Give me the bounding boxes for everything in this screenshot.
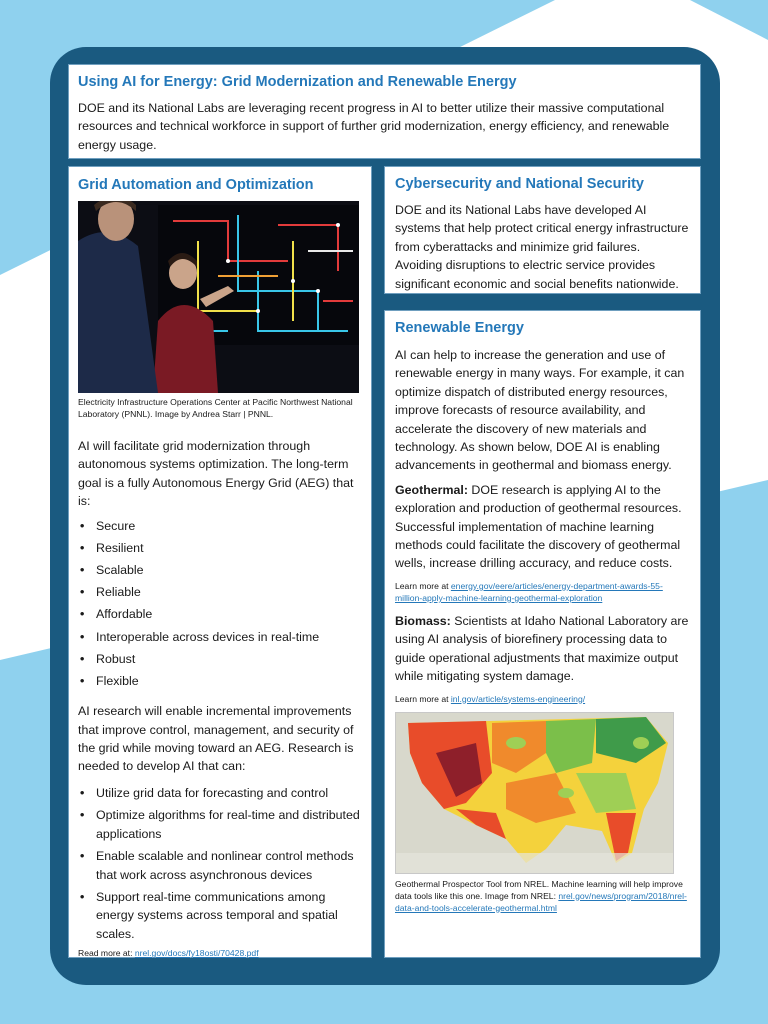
cybersecurity-panel <box>384 166 701 294</box>
biomass-learn-more: Learn more at inl.gov/article/systems-engineering/ <box>395 693 586 704</box>
geothermal-text: Geothermal: DOE research is applying AI to the exploration and production of geothermal resources. Successful implementation of machine learning methods could facilitate the discovery of geothermal wells, increase drilling accuracy, and reduce costs. <box>395 482 682 571</box>
read-more-label: Read more at: <box>78 948 135 959</box>
renewable-section-title: Renewable Energy <box>395 320 524 336</box>
renewable-energy-panel <box>384 310 701 958</box>
research-needs-list <box>78 784 362 943</box>
map-source-link[interactable]: nrel.gov/news/program/2018/nrel-data-and-tools-accelerate-geothermal.html <box>395 890 687 913</box>
list-item: • Support real-time communications among energy systems across temporal and spatial scales. <box>78 888 362 943</box>
biomass-link[interactable]: inl.gov/article/systems-engineering/ <box>450 693 586 704</box>
cyber-text: DOE and its National Labs have developed AI systems that help protect critical energy infrastructure from cyberattacks and minimize grid failures. Avoiding disruptions to electric service provides significant economic and social benefits nationwide. <box>395 203 689 291</box>
grid-section-title: Grid Automation and Optimization <box>78 177 314 193</box>
map-caption: Geothermal Prospector Tool from NREL. Machine learning will help improve data tools like this one. Image from NREL: nrel.gov/news/program/2018/nrel-data-and-tools-accelerate-geothermal.html <box>395 878 687 913</box>
intro-panel <box>68 64 701 159</box>
geothermal-label: Geothermal: <box>395 482 468 497</box>
list-item: • Interoperable across devices in real-time <box>78 626 362 648</box>
list-item: • Optimize algorithms for real-time and distributed applications <box>78 806 362 843</box>
list-item: • Affordable <box>78 603 362 625</box>
grid-automation-panel <box>68 166 372 958</box>
aeg-traits-list <box>78 515 362 693</box>
cyber-section-title: Cybersecurity and National Security <box>395 176 644 192</box>
grid-research-text: AI research will enable incremental improvements that improve control, management, and security of the grid while moving toward an AEG. Research is needed to develop AI that can: <box>78 704 354 774</box>
list-item: • Resilient <box>78 537 362 559</box>
renewable-intro-text: AI can help to increase the generation and use of renewable energy in many ways. For example, it can optimize dispatch of distributed energy resources, improve forecasts of resource availability, and accelerate the discovery of new materials and technology. As shown below, DOE AI is enabling advancements in geothermal and biomass energy. <box>395 348 685 473</box>
read-more-link[interactable]: nrel.gov/docs/fy18osti/70428.pdf <box>134 948 259 959</box>
geothermal-map-image <box>395 712 674 874</box>
list-item: • Reliable <box>78 581 362 603</box>
geothermal-link[interactable]: energy.gov/eere/articles/energy-department-awards-55-million-apply-machine-learning-geothermal-exploration <box>395 580 663 603</box>
list-item: • Enable scalable and nonlinear control methods that work across asynchronous devices <box>78 847 362 884</box>
biomass-text: Biomass: Scientists at Idaho National Laboratory are using AI analysis of biorefinery processing data to guide operational adjustments that maximize output while mitigating system damage. <box>395 613 689 684</box>
list-item: • Robust <box>78 648 362 670</box>
grid-intro-text: AI will facilitate grid modernization through autonomous systems optimization. The long-term goal is a fully Autonomous Energy Grid (AEG) that is: <box>78 439 354 509</box>
list-item: • Secure <box>78 515 362 537</box>
list-item: • Utilize grid data for forecasting and control <box>78 784 362 802</box>
photo-caption: Electricity Infrastructure Operations Center at Pacific Northwest National Laboratory (PNNL). Image by Andrea Starr | PNNL. <box>78 397 353 419</box>
list-item: • Flexible <box>78 670 362 692</box>
geothermal-learn-more: Learn more at energy.gov/eere/articles/energy-department-awards-55-million-apply-machine-learning-geothermal-exploration <box>395 580 663 603</box>
read-more <box>78 947 362 959</box>
list-item: • Scalable <box>78 559 362 581</box>
biomass-label: Biomass: <box>395 613 451 628</box>
operations-center-photo <box>78 201 359 393</box>
intro-text: DOE and its National Labs are leveraging recent progress in AI to better utilize their massive computational resources and technical workforce in support of further grid modernization, energy efficiency, and renewable energy usage. <box>78 101 670 152</box>
page-title: Using AI for Energy: Grid Modernization and Renewable Energy <box>78 74 517 90</box>
